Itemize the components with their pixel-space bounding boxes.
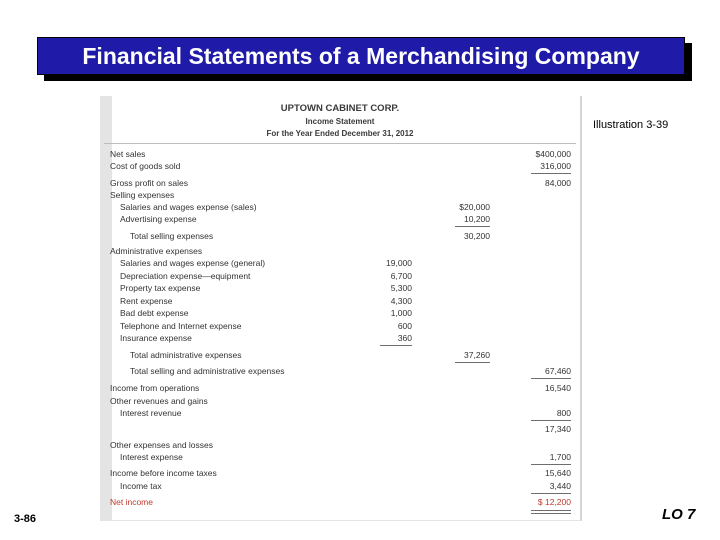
row-label: Salaries and wages expense (general) (120, 258, 266, 268)
row-label: Property tax expense (120, 283, 201, 293)
row-label: Interest expense (120, 452, 183, 462)
net-income-label: Net income (110, 497, 153, 507)
row-value: $20,000 (459, 202, 490, 212)
illustration-label: Illustration 3-39 (593, 119, 669, 131)
slide-number: 3-86 (14, 513, 37, 525)
row-value: 15,640 (545, 468, 571, 478)
row-value: 1,700 (549, 452, 571, 462)
row-value: 30,200 (464, 231, 490, 241)
row-value: $400,000 (535, 149, 571, 159)
row-label: Telephone and Internet expense (120, 321, 242, 331)
row-value: 67,460 (545, 366, 571, 376)
row-label: Interest revenue (120, 408, 182, 418)
row-label: Total selling and administrative expenses (130, 366, 285, 376)
row-label: Gross profit on sales (110, 178, 188, 188)
section-label: Other expenses and losses (110, 440, 214, 450)
row-label: Bad debt expense (120, 308, 189, 318)
row-label: Depreciation expense—equipment (120, 271, 251, 281)
row-value: 16,540 (545, 383, 571, 393)
row-value: 5,300 (390, 283, 412, 293)
underline (531, 378, 571, 379)
row-value: 19,000 (386, 258, 412, 268)
row-value: 3,440 (549, 481, 571, 491)
row-value: 10,200 (464, 214, 490, 224)
row-value: 1,000 (390, 308, 412, 318)
row-value: 316,000 (540, 161, 571, 171)
double-underline-bottom (531, 513, 571, 514)
row-value: 6,700 (390, 271, 412, 281)
row-label: Total administrative expenses (130, 350, 242, 360)
slide-title: Financial Statements of a Merchandising Company (37, 37, 685, 75)
row-value: 800 (556, 408, 571, 418)
underline (380, 345, 412, 346)
section-label: Selling expenses (110, 190, 175, 200)
row-label: Total selling expenses (130, 231, 214, 241)
row-label: Insurance expense (120, 333, 192, 343)
underline (531, 464, 571, 465)
underline (531, 420, 571, 421)
subtotal-value: 17,340 (545, 424, 571, 434)
row-value: 37,260 (464, 350, 490, 360)
net-income-value: $ 12,200 (537, 497, 571, 507)
row-value: 600 (397, 321, 412, 331)
section-label: Administrative expenses (110, 246, 203, 256)
statement-name: Income Statement (305, 117, 375, 126)
row-value: 360 (397, 333, 412, 343)
row-value: 4,300 (390, 296, 412, 306)
header-divider (104, 143, 576, 144)
row-label: Rent expense (120, 296, 173, 306)
company-name: UPTOWN CABINET CORP. (280, 103, 400, 114)
row-label: Income tax (120, 481, 162, 491)
row-label: Net sales (110, 149, 146, 159)
underline (455, 226, 490, 227)
statement-left-margin (100, 96, 112, 520)
underline (455, 362, 490, 363)
row-label: Advertising expense (120, 214, 197, 224)
double-underline-top (531, 510, 571, 511)
statement-period: For the Year Ended December 31, 2012 (266, 129, 414, 138)
row-label: Income from operations (110, 383, 200, 393)
underline (531, 493, 571, 494)
row-label: Salaries and wages expense (sales) (120, 202, 257, 212)
row-label: Income before income taxes (110, 468, 217, 478)
row-value: 84,000 (545, 178, 571, 188)
row-label: Cost of goods sold (110, 161, 181, 171)
section-label: Other revenues and gains (110, 396, 208, 406)
underline (531, 173, 571, 174)
learning-objective: LO 7 (662, 506, 696, 523)
